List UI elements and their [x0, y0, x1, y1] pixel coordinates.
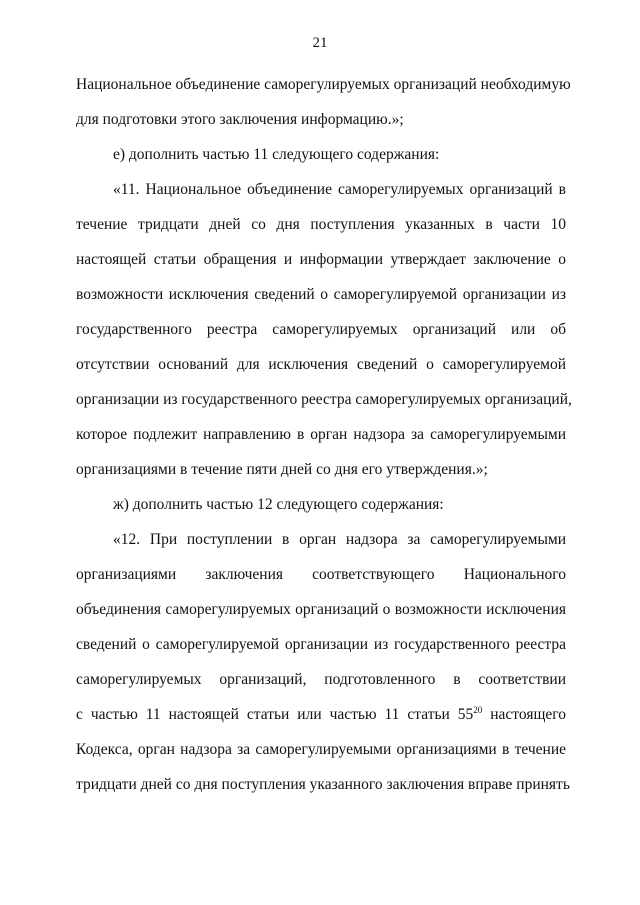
text-line: саморегулируемых организаций, подготовленного в соответствии: [76, 671, 566, 688]
text-line: объединения саморегулируемых организаций о возможности исключения: [76, 601, 566, 618]
superscript: 20: [473, 705, 483, 715]
text-line: отсутствии оснований для исключения сведений о саморегулируемой: [76, 356, 566, 373]
text-line: Кодекса, орган надзора за саморегулируемыми организациями в течение: [76, 741, 566, 758]
text-line: возможности исключения сведений о саморегулируемой организации из: [76, 286, 566, 303]
text-line: «11. Национальное объединение саморегулируемых организаций в: [113, 181, 566, 198]
text-line: организации из государственного реестра саморегулируемых организаций,: [76, 391, 572, 408]
text-line: [76, 705, 566, 725]
text-line: Национальное объединение саморегулируемых организаций необходимую: [76, 76, 571, 93]
text-fragment: с частью 11 настоящей статьи или частью 11 статьи 55: [76, 706, 474, 723]
text-line: ж) дополнить частью 12 следующего содержания:: [113, 496, 444, 513]
text-line: государственного реестра саморегулируемых организаций или об: [76, 321, 566, 338]
text-line: организациями заключения соответствующего Национального: [76, 566, 566, 583]
text-line: настоящей статьи обращения и информации утверждает заключение о: [76, 251, 566, 268]
text-line: тридцати дней со дня поступления указанного заключения вправе принять: [76, 776, 570, 793]
text-fragment: настоящего: [490, 706, 566, 723]
text-line: «12. При поступлении в орган надзора за саморегулируемыми: [113, 531, 566, 548]
text-line: сведений о саморегулируемой организации из государственного реестра: [76, 636, 566, 653]
text-line: е) дополнить частью 11 следующего содержания:: [113, 146, 440, 163]
page-number: 21: [312, 35, 328, 51]
text-line: организациями в течение пяти дней со дня его утверждения.»;: [76, 461, 488, 478]
text-line: для подготовки этого заключения информацию.»;: [76, 111, 404, 128]
text-line: течение тридцати дней со дня поступления указанных в части 10: [76, 216, 566, 233]
text-line: которое подлежит направлению в орган надзора за саморегулируемыми: [76, 426, 566, 443]
